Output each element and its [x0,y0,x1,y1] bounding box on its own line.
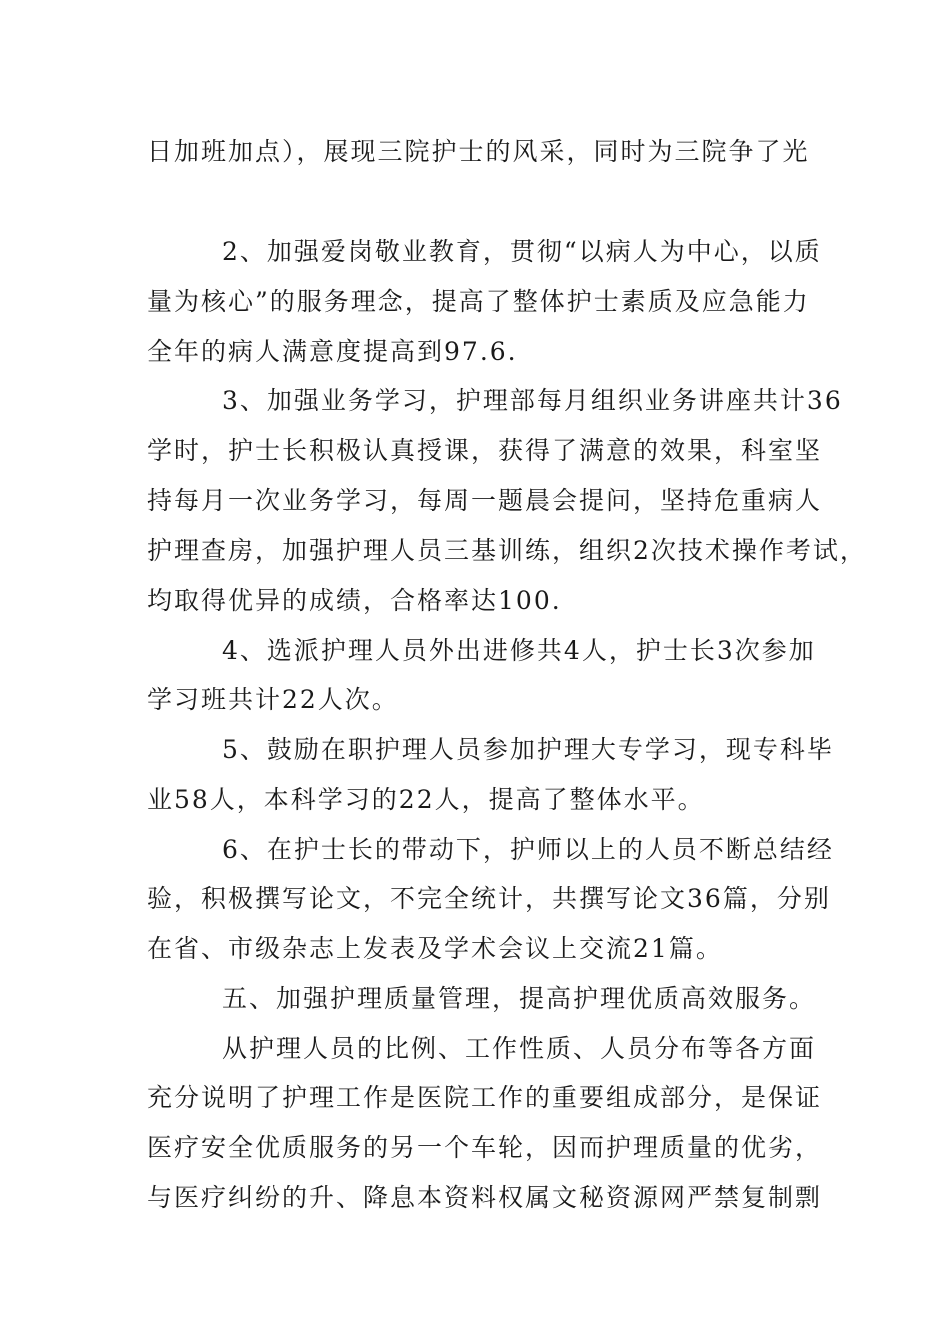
text-line: 3、加强业务学习，护理部每月组织业务讲座共计36 [222,386,843,415]
text-line: 2、加强爱岗敬业教育，贯彻“以病人为中心，以质 [222,237,822,266]
text-line: 与医疗纠纷的升、降息本资料权属文秘资源网严禁复制剽 [147,1183,823,1212]
text-line: 均取得优异的成绩，合格率达100. [147,586,562,615]
text-line: 医疗安全优质服务的另一个车轮，因而护理质量的优劣， [147,1133,823,1162]
text-line: 从护理人员的比例、工作性质、人员分布等各方面 [222,1034,817,1063]
text-line: 护理查房，加强护理人员三基训练，组织2次技术操作考试， [147,536,867,565]
text-line: 量为核心”的服务理念，提高了整体护士素质及应急能力 [147,287,810,316]
text-line: 充分说明了护理工作是医院工作的重要组成部分，是保证 [147,1083,823,1112]
text-line: 6、在护士长的带动下，护师以上的人员不断总结经 [222,835,834,864]
text-line: 学时，护士长积极认真授课，获得了满意的效果，科室坚 [147,436,823,465]
text-line: 持每月一次业务学习，每周一题晨会提问，坚持危重病人 [147,486,823,515]
text-line: 4、选派护理人员外出进修共4人，护士长3次参加 [222,636,816,665]
text-line: 5、鼓励在职护理人员参加护理大专学习，现专科毕 [222,735,834,764]
text-line: 在省、市级杂志上发表及学术会议上交流21篇。 [147,934,723,963]
text-line: 日加班加点），展现三院护士的风采，同时为三院争了光 [147,137,810,166]
text-line: 业58人，本科学习的22人，提高了整体水平。 [147,785,705,814]
section-heading: 五、加强护理质量管理，提高护理优质高效服务。 [222,984,817,1013]
text-line: 学习班共计22人次。 [147,685,399,714]
text-line: 验，积极撰写论文，不完全统计，共撰写论文36篇，分别 [147,884,831,913]
text-line: 全年的病人满意度提高到97.6. [147,337,518,366]
